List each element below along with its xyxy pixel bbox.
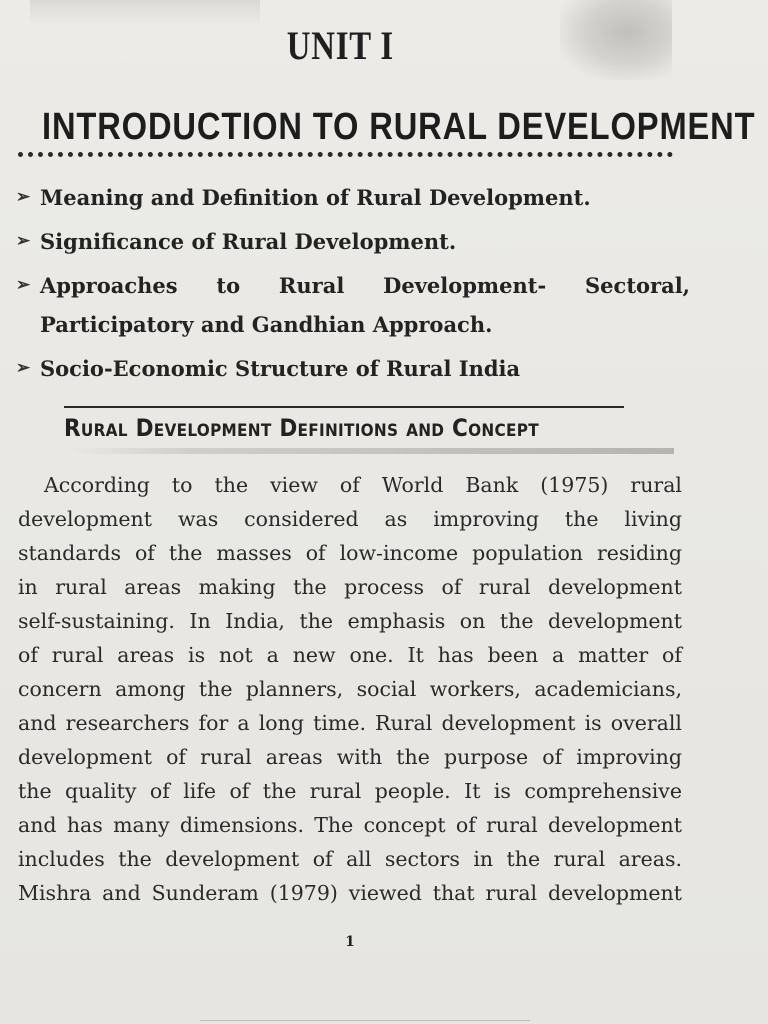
- body-paragraph: [18, 468, 682, 910]
- objective-text: Approaches to Rural Development- Sectoral, Participatory and Gandhian Approach.: [40, 273, 690, 337]
- body-line: self-sustaining. In India, the emphasis on the development: [18, 609, 682, 633]
- arrowhead-bullet-icon: ➢: [16, 231, 31, 251]
- body-line: includes the development of all sectors in the rural areas.: [18, 847, 682, 871]
- body-line: Mishra and Sunderam (1979) viewed that rural development: [18, 881, 682, 905]
- section-heading-underline: [70, 448, 674, 454]
- body-line: and has many dimensions. The concept of rural development: [18, 813, 682, 837]
- body-line: development was considered as improving the living: [18, 507, 682, 531]
- arrowhead-bullet-icon: ➢: [16, 275, 31, 295]
- arrowhead-bullet-icon: ➢: [16, 187, 31, 207]
- arrowhead-bullet-icon: ➢: [16, 358, 31, 378]
- objective-text: Meaning and Definition of Rural Development.: [40, 185, 591, 210]
- page-number: 1: [345, 934, 355, 950]
- body-line: development of rural areas with the purpose of improving: [18, 745, 682, 769]
- section-heading-rule: [64, 406, 624, 408]
- body-line: According to the view of World Bank (1975) rural: [44, 473, 682, 497]
- body-line: standards of the masses of low-income population residing: [18, 541, 682, 565]
- unit-title: UNIT I: [286, 23, 395, 68]
- chapter-title: INTRODUCTION TO RURAL DEVELOPMENT: [42, 106, 756, 148]
- section-heading: Rural Development Definitions and Concept: [64, 414, 539, 442]
- body-line: and researchers for a long time. Rural development is overall: [18, 711, 682, 735]
- objective-text: Significance of Rural Development.: [40, 229, 457, 254]
- objective-item: [16, 178, 696, 217]
- objective-item: [16, 222, 696, 261]
- dotted-divider: [18, 152, 673, 157]
- objective-item: [16, 349, 696, 388]
- body-line: of rural areas is not a new one. It has been a matter of: [18, 643, 682, 667]
- objectives-list: [16, 178, 696, 393]
- body-line: concern among the planners, social workers, academicians,: [18, 677, 682, 701]
- page-bottom-edge: [200, 1020, 530, 1021]
- body-line: the quality of life of the rural people. It is comprehensive: [18, 779, 682, 803]
- objective-item: [16, 266, 696, 344]
- objective-text: Socio-Economic Structure of Rural India: [40, 356, 521, 381]
- body-line: in rural areas making the process of rural development: [18, 575, 682, 599]
